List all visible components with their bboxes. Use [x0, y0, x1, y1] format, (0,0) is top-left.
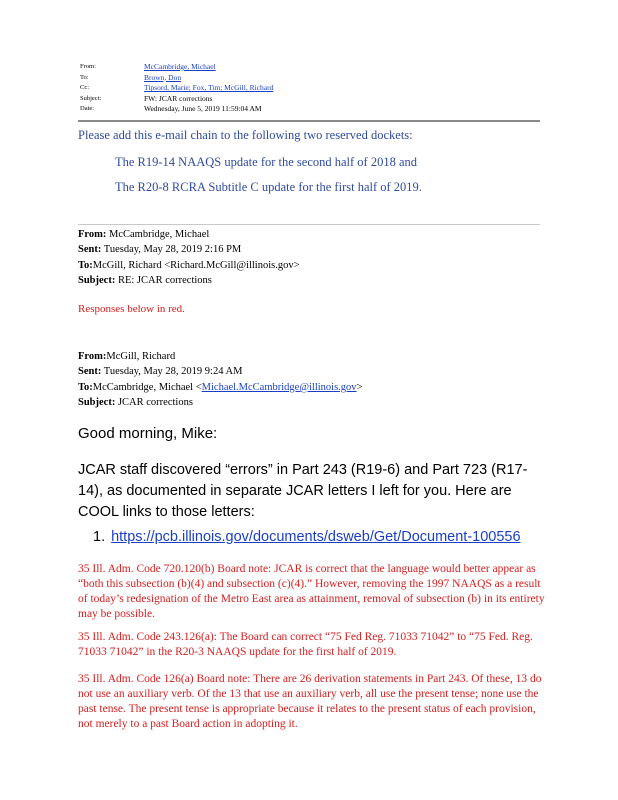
reply-subject-value: RE: JCAR corrections	[117, 275, 212, 287]
header-date-label: Date:	[80, 105, 95, 113]
header-cc-value[interactable]: Tipsord, Marie; Fox, Tim; McGill, Richard	[144, 83, 274, 93]
header-to-row	[80, 73, 540, 84]
response-paragraph-2: 35 Ill. Adm. Code 243.126(a): The Board can correct “75 Fed Reg. 71033 71042” to “75 Fed. Reg. 71033 71042” in the R20-3 NAAQS update for the first half of 2019.	[78, 631, 533, 658]
response-paragraph-1: 35 Ill. Adm. Code 720.120(b) Board note: JCAR is correct that the language would better appear as “both this subsection (b)(4) and subsection (c)(4).” However, removing the 1997 NAAQS as a result of today’s redesignation of the Metro East area as attainment, removal of subsection (b) in its entirety may be possible.	[78, 563, 545, 620]
reply-to-row	[78, 258, 548, 273]
header-from-label: From:	[80, 63, 96, 70]
response-paragraph-3: 35 Ill. Adm. Code 126(a) Board note: There are 26 derivation statements in Part 243. Of these, 13 do not use an auxiliary verb. Of the 13 that use an auxiliary verb, all use the present tense; none use the past tense. The present tense is appropriate because it relates to the present status of each provision, not merely to a past Board action in adopting it.	[78, 673, 542, 730]
header-cc-row	[80, 83, 540, 94]
reply-from-label: From:	[78, 229, 107, 240]
orig-to-email-link[interactable]: Michael.McCambridge@illinois.gov	[201, 381, 357, 393]
orig-sent-label: Sent:	[78, 366, 102, 378]
header-date-value: Wednesday, June 5, 2019 11:59:04 AM	[144, 104, 262, 114]
orig-subject-label: Subject:	[78, 397, 116, 409]
reply-message-meta	[78, 227, 548, 289]
reply-subject-label: Subject:	[78, 275, 116, 287]
docket-line-2: The R20-8 RCRA Subtitle C update for the first half of 2019.	[115, 180, 422, 194]
reply-from-value: McCambridge, Michael	[109, 229, 210, 240]
header-cc-label: Cc:	[80, 84, 90, 92]
orig-sent-row	[78, 364, 548, 379]
original-message-meta	[78, 349, 548, 411]
docket-line-1: The R19-14 NAAQS update for the second half of 2018 and	[115, 155, 418, 169]
header-from-value[interactable]: McCambridge, Michael	[144, 62, 216, 71]
header-date-row	[80, 104, 540, 115]
header-from-row	[80, 62, 540, 73]
body-intro: Please add this e-mail chain to the following two reserved dockets:	[78, 128, 413, 142]
orig-from-value: McGill, Richard	[106, 351, 176, 362]
reply-to-value: McGill, Richard <Richard.McGill@illinois.gov>	[92, 259, 300, 271]
email-header	[80, 62, 540, 115]
reply-to-label: To:	[78, 259, 93, 271]
orig-to-prefix: McCambridge, Michael <	[92, 381, 202, 393]
orig-from-row	[78, 349, 548, 364]
header-to-label: To:	[80, 73, 89, 81]
header-subject-label: Subject:	[80, 94, 102, 102]
reply-sent-label: Sent:	[78, 244, 102, 256]
message-divider	[78, 224, 540, 225]
responses-note: Responses below in red.	[78, 303, 185, 315]
orig-subject-value: JCAR corrections	[117, 397, 193, 409]
orig-subject-row	[78, 395, 548, 410]
orig-to-suffix: >	[356, 381, 363, 393]
list-item	[93, 529, 521, 545]
header-to-value[interactable]: Brown, Don	[144, 72, 182, 82]
header-divider	[78, 120, 540, 122]
orig-sent-value: Tuesday, May 28, 2019 9:24 AM	[103, 366, 243, 378]
document-link[interactable]: https://pcb.illinois.gov/documents/dsweb/Get/Document-100556	[111, 529, 521, 545]
orig-from-label: From:	[78, 351, 107, 362]
reply-from-row	[78, 227, 548, 242]
orig-to-label: To:	[78, 381, 93, 393]
reply-sent-row	[78, 242, 548, 257]
header-subject-row	[80, 94, 540, 105]
list-number: 1.	[93, 529, 106, 545]
header-subject-value: FW: JCAR corrections	[144, 93, 213, 103]
reply-subject-row	[78, 273, 548, 288]
body-paragraph: JCAR staff discovered “errors” in Part 243 (R19-6) and Part 723 (R17-14), as documented in separate JCAR letters I left for you. Here are COOL links to those letters:	[78, 462, 528, 520]
greeting: Good morning, Mike:	[78, 425, 218, 442]
reply-sent-value: Tuesday, May 28, 2019 2:16 PM	[103, 244, 242, 256]
orig-to-row	[78, 380, 548, 395]
